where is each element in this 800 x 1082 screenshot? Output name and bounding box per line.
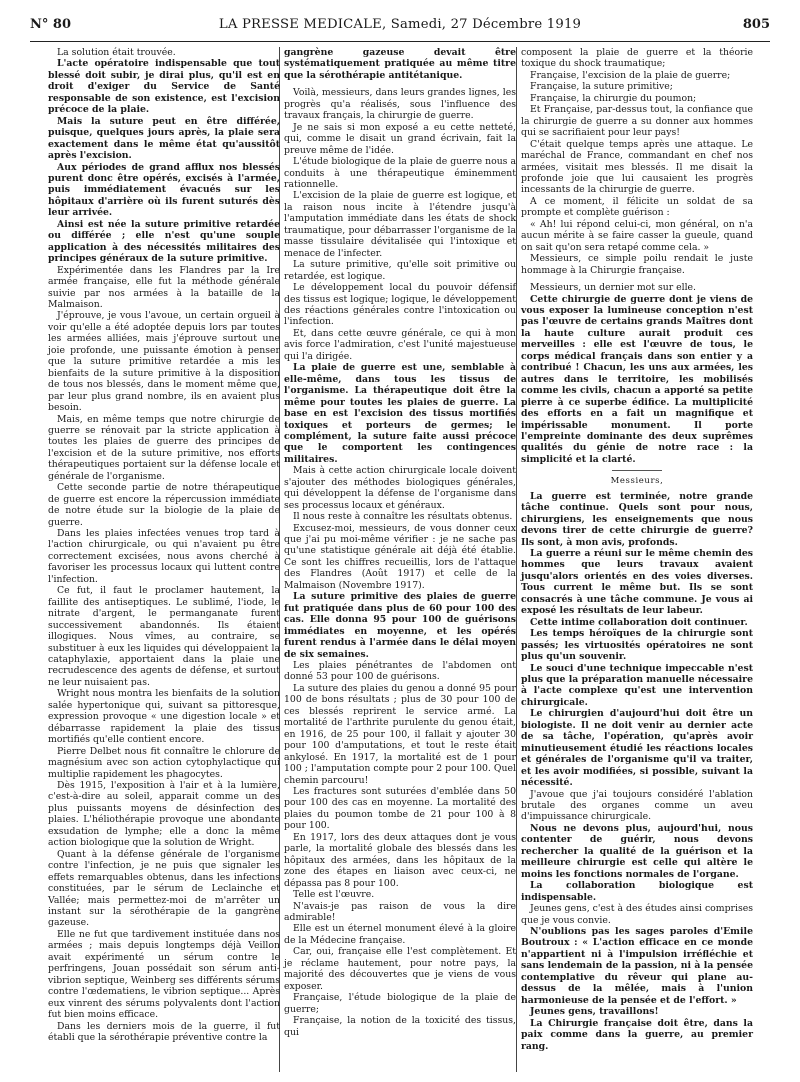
text-column-1 [48, 47, 280, 1043]
paragraph: Ce fut, il faut le proclamer hautement, la faillite des antiseptiques. Le sublimé, l'iode, le nitrate d'argent, le permanganate furent successivement abandonnés. Ils étaient illogiques. Nous vîmes, au contraire, se substituer à eux les liquides qui développaient la cataphylaxie, apportaient dans la plaie une recrudescence des agents de défense, et surtout ne leur nuisaient pas. [48, 585, 280, 688]
paragraph: La collaboration biologique est indispensable. [521, 880, 753, 903]
paragraph: Nous ne devons plus, aujourd'hui, nous contenter de guérir, nous devons rechercher la qualité de la guérison et la meilleure chirurgie est celle qui altère le moins les fonctions normales de l'organe. [521, 822, 753, 880]
paragraph: Telle est l'œuvre. [293, 889, 375, 901]
paragraph: Cette intime collaboration doit continuer. [530, 616, 748, 628]
paragraph: L'excision de la plaie de guerre est logique, et la raison nous incite à l'étendre jusqu'à l'amputation immédiate dans les états de shock traumatique, pour débarrasser l'organisme de la masse tissulaire dévitalisée qui l'intoxique et menace de l'infecter. [284, 190, 516, 259]
issue-number: N° 80 [30, 17, 71, 32]
paragraph: Il nous reste à connaître les résultats obtenus. [293, 511, 513, 523]
page-number: 805 [742, 17, 770, 32]
paragraph: Je ne sais si mon exposé a eu cette netteté, qui, comme le disait un grand écrivain, fait la preuve même de l'idée. [284, 121, 516, 156]
paragraph: J'éprouve, je vous l'avoue, un certain orgueil à voir qu'elle a été adoptée depuis lors par toutes les armées alliées, mais j'éprouve surtout une joie profonde, une puissante émotion à penser que la suture primitive retardée a mis les bienfaits de la suture primitive à la disposition de tous nos blessés, dans le moment même que, par leur plus grand nombre, ils en avaient plus besoin. [48, 310, 280, 414]
paragraph: Dès 1915, l'exposition à l'air et à la lumière, c'est-à-dire au soleil, apparait comme un des plus puissants moyens de désinfection des plaies. L'héliothérapie provoque une abondante exsudation de lymphe; elle a donc la même action biologique que la solution de Wright. [48, 780, 280, 849]
paragraph: Et Française, par-dessus tout, la confiance que la chirurgie de guerre a su donner aux hommes qui se sacrifiaient pour leur pays! [521, 104, 753, 139]
paragraph: Messieurs, un dernier mot sur elle. [530, 282, 697, 294]
paragraph: Pierre Delbet nous fit connaître le chlorure de magnésium avec son action cytophylactique qui multiplie rapidement les phagocytes. [48, 745, 280, 780]
paragraph: La solution était trouvée. [57, 47, 176, 58]
paragraph: Mais, en même temps que notre chirurgie de guerre se rénovait par la stricte application à toutes les plaies de guerre des principes de l'excision et de la suture primitive, nos efforts thérapeutiques portaient sur la défense locale et générale de l'organisme. [48, 413, 280, 482]
paragraph: J'avoue que j'ai toujours considéré l'ablation brutale des organes comme un aveu d'impuissance chirurgicale. [521, 788, 753, 823]
paragraph: N'oublions pas les sages paroles d'Emile Boutroux : « L'action efficace en ce monde n'appartient ni à l'impulsion irréfléchie et sans lendemain de la passion, ni à la pensée contemplative du rêveur qui plane au-dessus de la mêlée, mais à l'union harmonieuse de la pensée et de l'effort. » [521, 925, 753, 1006]
paragraph: Dans les plaies infectées venues trop tard à l'action chirurgicale, ou qui n'avaient pu être correctement excisées, nous avons cherché à favoriser les processus locaux qui luttent contre l'infection. [48, 528, 280, 585]
paragraph: Jeunes gens, c'est à des études ainsi comprises que je vous convie. [521, 903, 753, 926]
paragraph: Quant à la défense générale de l'organisme contre l'infection, je ne puis que signaler les effets remarquables obtenus, dans les infections constituées, par le sérum de Leclainche et Vallée; mais permettez-moi de m'arrêter un instant sur la sérothérapie de la gangrène gazeuse. [48, 848, 280, 929]
paragraph: La suture des plaies du genou a donné 95 pour 100 de bons résultats ; plus de 30 pour 100 de ces blessés reprirent le service armé. La mortalité de l'arthrite purulente du genou était, en 1916, de 25 pour 100, il fallait y ajouter 30 pour 100 d'amputations, et tout le reste était ankylosé. En 1917, la mortalité est de 1 pour 100 ; l'amputation compte pour 2 pour 100. Quel chemin parcouru! [284, 682, 516, 786]
text-column-2 [284, 47, 516, 1038]
paragraph: Le chirurgien d'aujourd'hui doit être un biologiste. Il ne doit venir au dernier acte de sa tâche, l'opération, qu'après avoir minutieusement étudié les réactions locales et générales de l'organisme qu'il va traiter, et les avoir modifiées, si possible, suivant la nécessité. [521, 708, 753, 789]
page-header [30, 15, 770, 42]
paragraph: La Chirurgie française doit être, dans la paix comme dans la guerre, au premier rang. [521, 1017, 753, 1052]
paragraph: La guerre est terminée, notre grande tâche continue. Quels sont pour nous, chirurgiens, les enseignements que nous devons tirer de cette chirurgie de guerre? Ils sont, à mon avis, profonds. [521, 490, 753, 548]
paragraph: Les plaies pénétrantes de l'abdomen ont donné 53 pour 100 de guérisons. [284, 660, 516, 683]
paragraph: Aux périodes de grand afflux nos blessés purent donc être opérés, excisés à l'armée, puis immédiatement évacués sur les hôpitaux d'arrière où ils furent suturés dès leur arrivée. [48, 161, 280, 219]
paragraph: L'étude biologique de la plaie de guerre nous a conduits à une thérapeutique éminemment rationnelle. [284, 156, 516, 190]
paragraph: Mais à cette action chirurgicale locale doivent s'ajouter des méthodes biologiques générales, qui développent la défense de l'organisme dans ses processus locaux et généraux. [284, 465, 516, 511]
paragraph: composent la plaie de guerre et la théorie toxique du shock traumatique; [521, 47, 753, 70]
paragraph: L'acte opératoire indispensable que tout blessé doit subir, je dirai plus, qu'il est en droit d'exiger du Service de Santé responsable de son existence, est l'excision précoce de la plaie. [48, 58, 280, 116]
paragraph: En 1917, lors des deux attaques dont je vous parle, la mortalité globale des blessés dans les hôpitaux des armées, dans les hôpitaux de la zone des étapes en liaison avec ceux-ci, ne dépassa pas 8 pour 100. [284, 831, 516, 889]
paragraph: Française, la suture primitive; [530, 81, 673, 93]
paragraph: Le souci d'une technique impeccable n'est plus que la préparation manuelle nécessaire à l'acte complexe qu'est une intervention chirurgicale. [521, 662, 753, 708]
column-divider [516, 47, 517, 1072]
text-column-3 [521, 47, 753, 1052]
paragraph: Ainsi est née la suture primitive retardée ou différée ; elle n'est qu'une souple application à des nécessités militaires des principes généraux de la suture primitive. [48, 218, 280, 265]
paragraph: C'était quelque temps après une attaque. Le maréchal de France, commandant en chef nos armées, visitait mes blessés. Il me disait la profonde joie que lui causaient les progrès incessants de la chirurgie de guerre. [521, 138, 753, 196]
paragraph: Française, l'étude biologique de la plaie de guerre; [284, 992, 516, 1015]
paragraph: N'avais-je pas raison de vous la dire admirable! [284, 900, 516, 923]
paragraph: La suture primitive, qu'elle soit primitive ou retardée, est logique. [284, 259, 516, 282]
paragraph: La guerre a réuni sur le même chemin des hommes que leurs travaux avaient jusqu'alors orientés en des voies diverses. Tous current le même but. Ils se sont consacrés à une tâche commune. Je vous ai exposé les résultats de leur labeur. [521, 548, 753, 617]
paragraph: Cette chirurgie de guerre dont je viens de vous exposer la lumineuse conception n'est pas l'œuvre de certains grands Maîtres dont la haute culture aurait produit ces merveilles : elle est l'œuvre de tous, le corps médical français dans son entier y a contribué ! Chacun, les uns aux armées, les autres dans le territoire, les mobilisés comme les civils, chacun a apporté sa petite pierre à ce superbe édifice. La multiplicité des efforts en a fait un magnifique et impérissable monument. Il porte l'empreinte dominante des deux suprêmes qualités du génie de notre race : la simplicité et la clarté. [521, 293, 753, 465]
paragraph: Française, l'excision de la plaie de guerre; [530, 69, 731, 81]
paragraph: Jeunes gens, travaillons! [530, 1006, 659, 1018]
paragraph: Elle ne fut que tardivement instituée dans nos armées ; mais depuis longtemps déjà Veillon avait expérimenté un sérum contre le perfringens, Jouan possédait son sérum anti-vibrion septique, Weinberg ses différents sérums contre l'œdematiens, le vibrion septique... Après eux vinrent des sérums polyvalents dont l'action fut bien moins efficace. [48, 928, 280, 1021]
paragraph: A ce moment, il félicite un soldat de sa prompte et complète guérison : [521, 195, 753, 219]
paragraph: Les fractures sont suturées d'emblée dans 50 pour 100 des cas en moyenne. La mortalité des plaies du poumon tombe de 21 pour 100 à 8 pour 100. [284, 786, 516, 832]
paragraph: La suture primitive des plaies de guerre fut pratiquée dans plus de 60 pour 100 des cas. Elle donna 95 pour 100 de guérisons immédiates en moyenne, et les opérés furent rendus à l'armée dans le délai moyen de six semaines. [284, 591, 516, 660]
paragraph: Elle est un éternel monument élevé à la gloire de la Médecine française. [284, 923, 516, 946]
paragraph: Mais la suture peut en être différée, puisque, quelques jours après, la plaie sera exactement dans le même état qu'aussitôt après l'excision. [48, 115, 280, 162]
paragraph: gangrène gazeuse devait être systématiquement pratiquée au même titre que la sérothérapie antitétanique. [284, 47, 516, 81]
paragraph: Et, dans cette œuvre générale, ce qui à mon avis force l'admiration, c'est l'unité majestueuse qui l'a dirigée. [284, 327, 516, 362]
paragraph: Cette seconde partie de notre thérapeutique de guerre est encore la répercussion immédiate de notre étude sur la biologie de la plaie de guerre. [48, 482, 280, 528]
paragraph: Excusez-moi, messieurs, de vous donner ceux que j'ai pu moi-même vérifier : je ne sache pas qu'une statistique générale ait déjà été établie. Ce sont les chiffres recueillis, lors de l'attaque des Flandres (Août 1917) et celle de la Malmaison (Novembre 1917). [284, 522, 516, 591]
paragraph: Dans les derniers mois de la guerre, il fut établi que la sérothérapie préventive contre la [48, 1020, 280, 1043]
paragraph: Car, oui, française elle l'est complètement. Et je réclame hautement, pour notre pays, la majorité des découvertes que je viens de vous exposer. [284, 946, 516, 992]
paragraph: Wright nous montra les bienfaits de la solution salée hypertonique qui, suivant sa pittoresque, expression provoque « une digestion locale » et débarrasse rapidement la plaie des tissus mortifiés qu'elle contient encore. [48, 688, 280, 746]
paragraph: Le développement local du pouvoir défensif des tissus est logique; logique, le développement des réactions générales contre l'intoxication ou l'infection. [284, 282, 516, 328]
paragraph: Messieurs, ce simple poilu rendait le juste hommage à la Chirurgie française. [521, 253, 753, 276]
journal-title: LA PRESSE MEDICALE, Samedi, 27 Décembre 1919 [218, 17, 582, 32]
section-rule [612, 470, 662, 471]
paragraph: Les temps héroïques de la chirurgie sont passés; les virtuosités opératoires ne sont plus qu'un souvenir. [521, 628, 753, 663]
paragraph: Messieurs, [610, 476, 664, 487]
paragraph: Expérimentée dans les Flandres par la Ire armée française, elle fut la méthode générale suivie par nos armées à la bataille de la Malmaison. [48, 264, 280, 310]
paragraph: Française, la chirurgie du poumon; [530, 92, 697, 104]
paragraph: « Ah! lui répond celui-ci, mon général, on n'a aucun mérite à se faire casser la gueule, quand on sait qu'on sera retapé comme cela. » [521, 218, 753, 253]
paragraph: Voilà, messieurs, dans leurs grandes lignes, les progrès qu'a réalisés, sous l'influence des travaux français, la chirurgie de guerre. [284, 87, 516, 122]
paragraph: La plaie de guerre est une, semblable à elle-même, dans tous les tissus de l'organisme. La thérapeutique doit être la même pour toutes les plaies de guerre. La base en est l'excision des tissus mortifiés toxiques et porteurs de germes; le complément, la suture faite aussi précoce que le comportent les contingences militaires. [284, 362, 516, 465]
paragraph: Française, la notion de la toxicité des tissus, qui [284, 1015, 516, 1038]
